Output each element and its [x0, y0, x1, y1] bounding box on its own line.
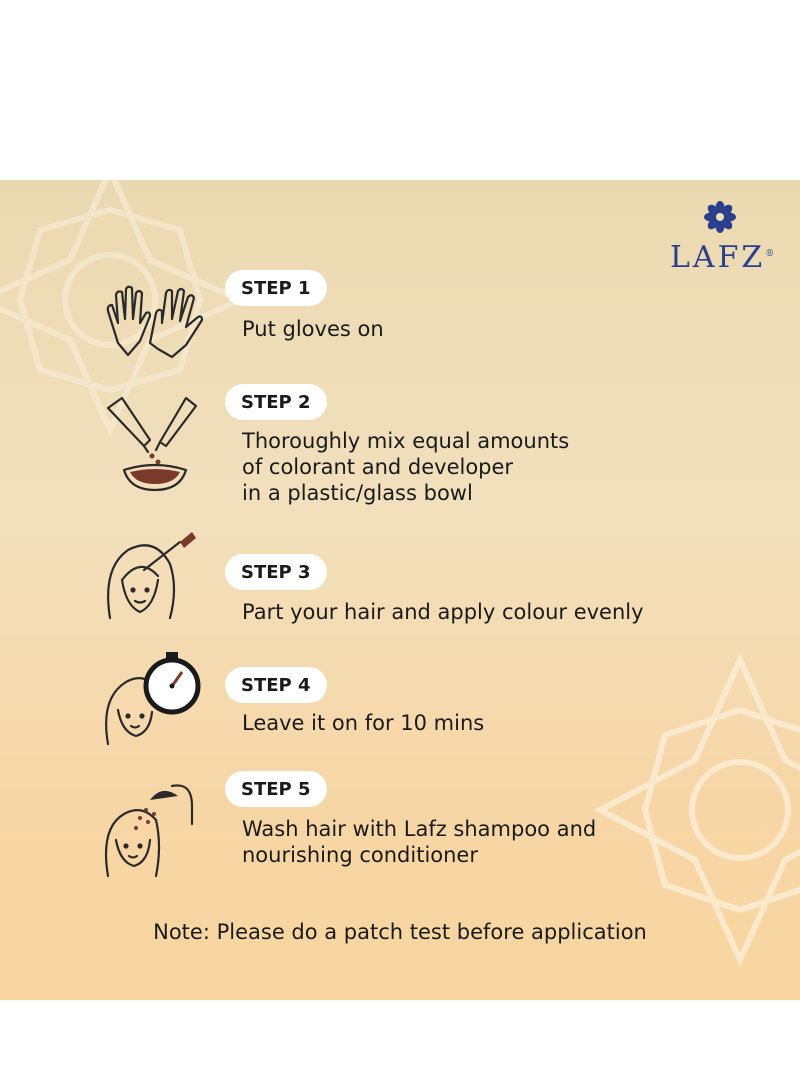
flower-logo-icon: [703, 200, 737, 234]
brush-hair-icon: [100, 528, 210, 638]
brand-logo: [670, 200, 775, 275]
step-3-description: Part your hair and apply colour evenly: [242, 600, 644, 624]
gloves-icon: [100, 268, 210, 378]
step-4-description: Leave it on for 10 mins: [242, 711, 485, 735]
step-1-badge: STEP 1: [225, 270, 327, 306]
mixing-bowl-icon: [100, 390, 210, 500]
timer-icon: [100, 648, 210, 758]
brand-name: LAFZ®: [670, 240, 775, 275]
step-5-badge: STEP 5: [225, 771, 327, 807]
step-4-badge: STEP 4: [225, 667, 327, 703]
step-2-badge: STEP 2: [225, 384, 327, 420]
step-3-badge: STEP 3: [225, 554, 327, 590]
patch-test-note: Note: Please do a patch test before application: [153, 920, 647, 944]
shower-icon: [100, 776, 210, 886]
step-1-description: Put gloves on: [242, 317, 384, 341]
step-5-description: Wash hair with Lafz shampoo and nourishing conditioner: [242, 817, 597, 867]
step-2-description: Thoroughly mix equal amounts of colorant and developer in a plastic/glass bowl: [242, 429, 570, 505]
